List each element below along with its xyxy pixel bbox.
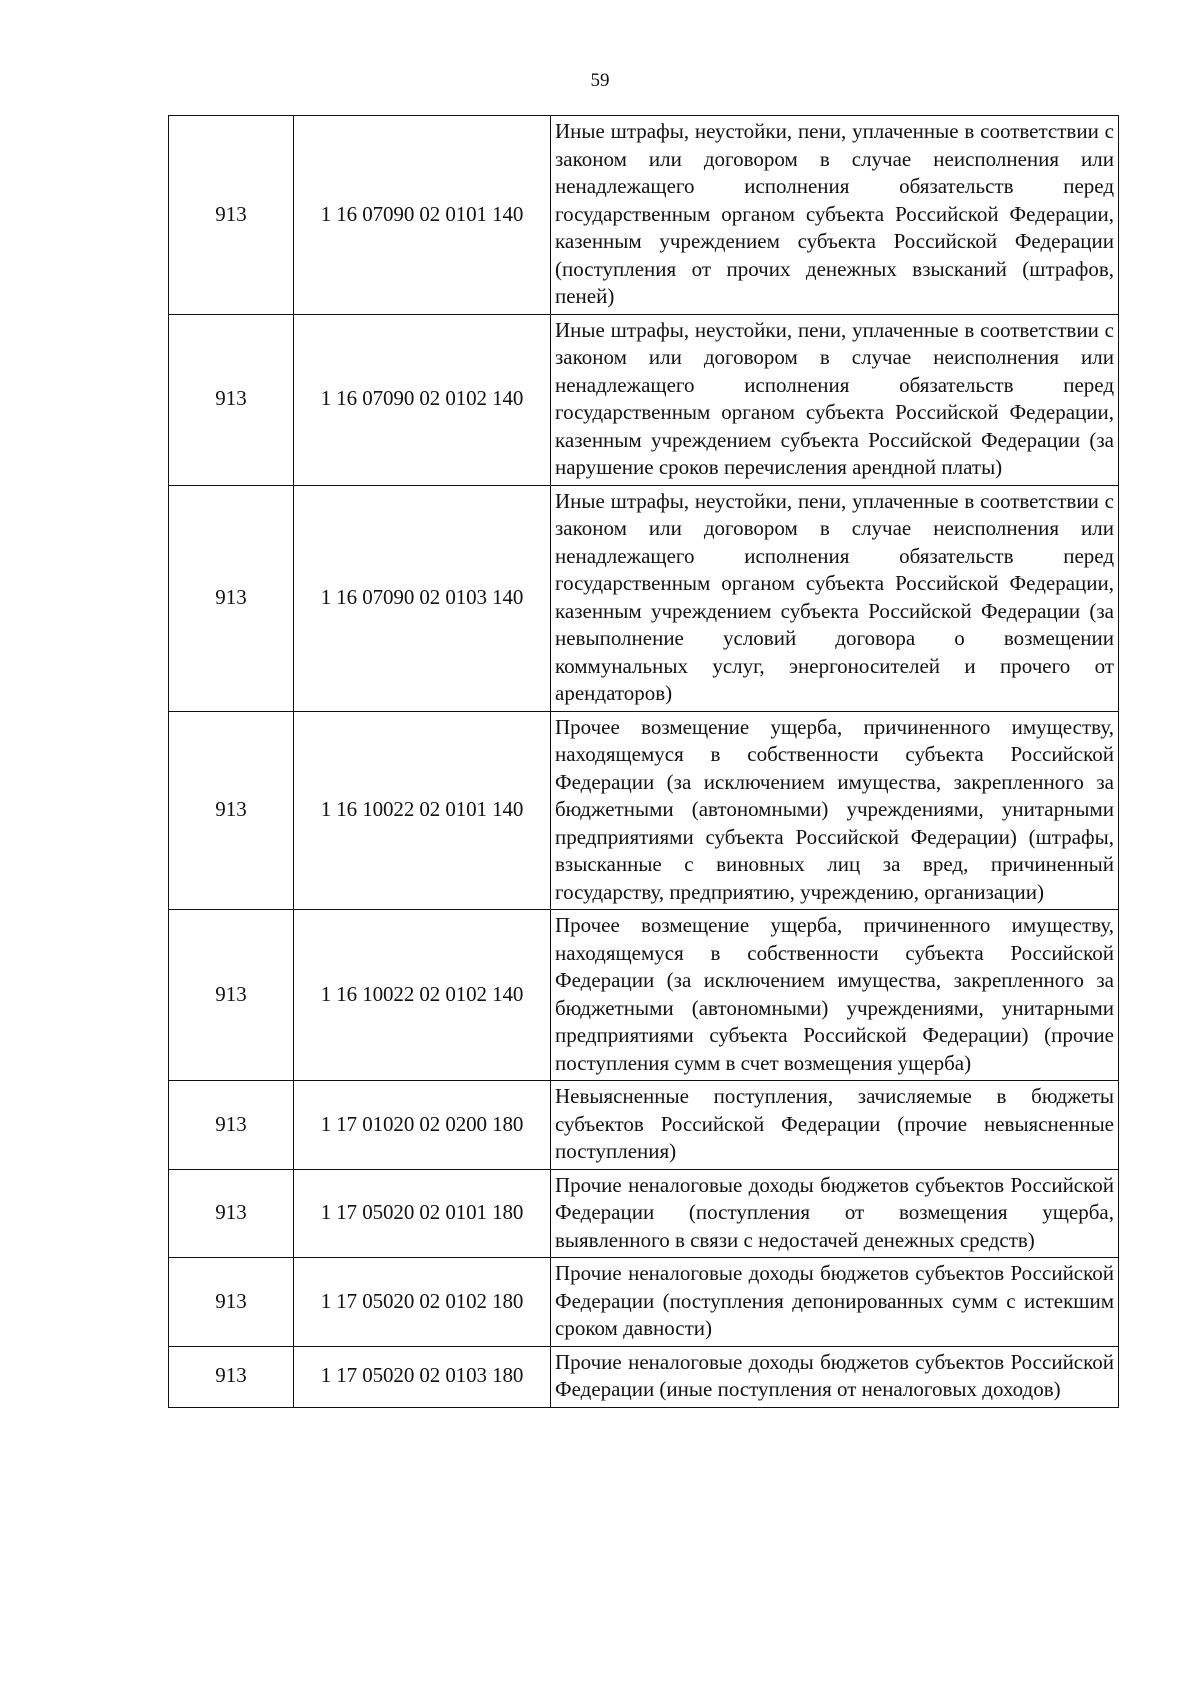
page-number: 59	[590, 70, 610, 91]
table-row	[169, 1258, 1119, 1347]
budget-codes-table	[168, 115, 1119, 1408]
admin-code-cell: 913	[169, 711, 294, 910]
table-row	[169, 485, 1119, 711]
income-name-cell: Иные штрафы, неустойки, пени, уплаченные в соответствии с законом или договором в случае неисполнения или ненадлежащего исполнения обязательств перед государственным органом субъекта Российской Федерации, казенным учреждением субъекта Российской Федерации (за невыполнение условий договора о возмещении коммунальных услуг, энергоносителей и прочего от арендаторов)	[551, 485, 1119, 711]
income-name-cell: Прочие неналоговые доходы бюджетов субъектов Российской Федерации (поступления депонированных сумм с истекшим сроком давности)	[551, 1258, 1119, 1347]
admin-code-cell: 913	[169, 1258, 294, 1347]
income-name-cell: Прочее возмещение ущерба, причиненного имуществу, находящемуся в собственности субъекта Российской Федерации (за исключением имущества, закрепленного за бюджетными (автономными) учреждениями, унитарными предприятиями субъекта Российской Федерации) (прочие поступления сумм в счет возмещения ущерба)	[551, 910, 1119, 1081]
income-name-cell: Иные штрафы, неустойки, пени, уплаченные в соответствии с законом или договором в случае неисполнения или ненадлежащего исполнения обязательств перед государственным органом субъекта Российской Федерации, казенным учреждением субъекта Российской Федерации (поступления от прочих денежных взысканий (штрафов, пеней)	[551, 116, 1119, 315]
table-row	[169, 1081, 1119, 1170]
budget-code-cell: 1 16 07090 02 0103 140	[294, 485, 551, 711]
admin-code-cell: 913	[169, 1081, 294, 1170]
income-name-cell: Невыясненные поступления, зачисляемые в бюджеты субъектов Российской Федерации (прочие невыясненные поступления)	[551, 1081, 1119, 1170]
admin-code-cell: 913	[169, 1346, 294, 1407]
budget-code-cell: 1 16 07090 02 0101 140	[294, 116, 551, 315]
budget-code-cell: 1 16 10022 02 0101 140	[294, 711, 551, 910]
admin-code-cell: 913	[169, 485, 294, 711]
income-name-cell: Прочее возмещение ущерба, причиненного имуществу, находящемуся в собственности субъекта Российской Федерации (за исключением имущества, закрепленного за бюджетными (автономными) учреждениями, унитарными предприятиями субъекта Российской Федерации) (штрафы, взысканные с виновных лиц за вред, причиненный государству, предприятию, учреждению, организации)	[551, 711, 1119, 910]
table-row	[169, 1346, 1119, 1407]
admin-code-cell: 913	[169, 314, 294, 485]
budget-code-cell: 1 17 05020 02 0101 180	[294, 1169, 551, 1258]
budget-code-cell: 1 16 10022 02 0102 140	[294, 910, 551, 1081]
admin-code-cell: 913	[169, 116, 294, 315]
admin-code-cell: 913	[169, 1169, 294, 1258]
table-row	[169, 116, 1119, 315]
table-row	[169, 910, 1119, 1081]
budget-code-cell: 1 16 07090 02 0102 140	[294, 314, 551, 485]
budget-code-cell: 1 17 05020 02 0102 180	[294, 1258, 551, 1347]
admin-code-cell: 913	[169, 910, 294, 1081]
budget-code-cell: 1 17 01020 02 0200 180	[294, 1081, 551, 1170]
income-name-cell: Прочие неналоговые доходы бюджетов субъектов Российской Федерации (поступления от возмещения ущерба, выявленного в связи с недостачей денежных средств)	[551, 1169, 1119, 1258]
budget-code-cell: 1 17 05020 02 0103 180	[294, 1346, 551, 1407]
table-row	[169, 314, 1119, 485]
income-name-cell: Иные штрафы, неустойки, пени, уплаченные в соответствии с законом или договором в случае неисполнения или ненадлежащего исполнения обязательств перед государственным органом субъекта Российской Федерации, казенным учреждением субъекта Российской Федерации (за нарушение сроков перечисления арендной платы)	[551, 314, 1119, 485]
income-name-cell: Прочие неналоговые доходы бюджетов субъектов Российской Федерации (иные поступления от неналоговых доходов)	[551, 1346, 1119, 1407]
table-row	[169, 1169, 1119, 1258]
table-row	[169, 711, 1119, 910]
